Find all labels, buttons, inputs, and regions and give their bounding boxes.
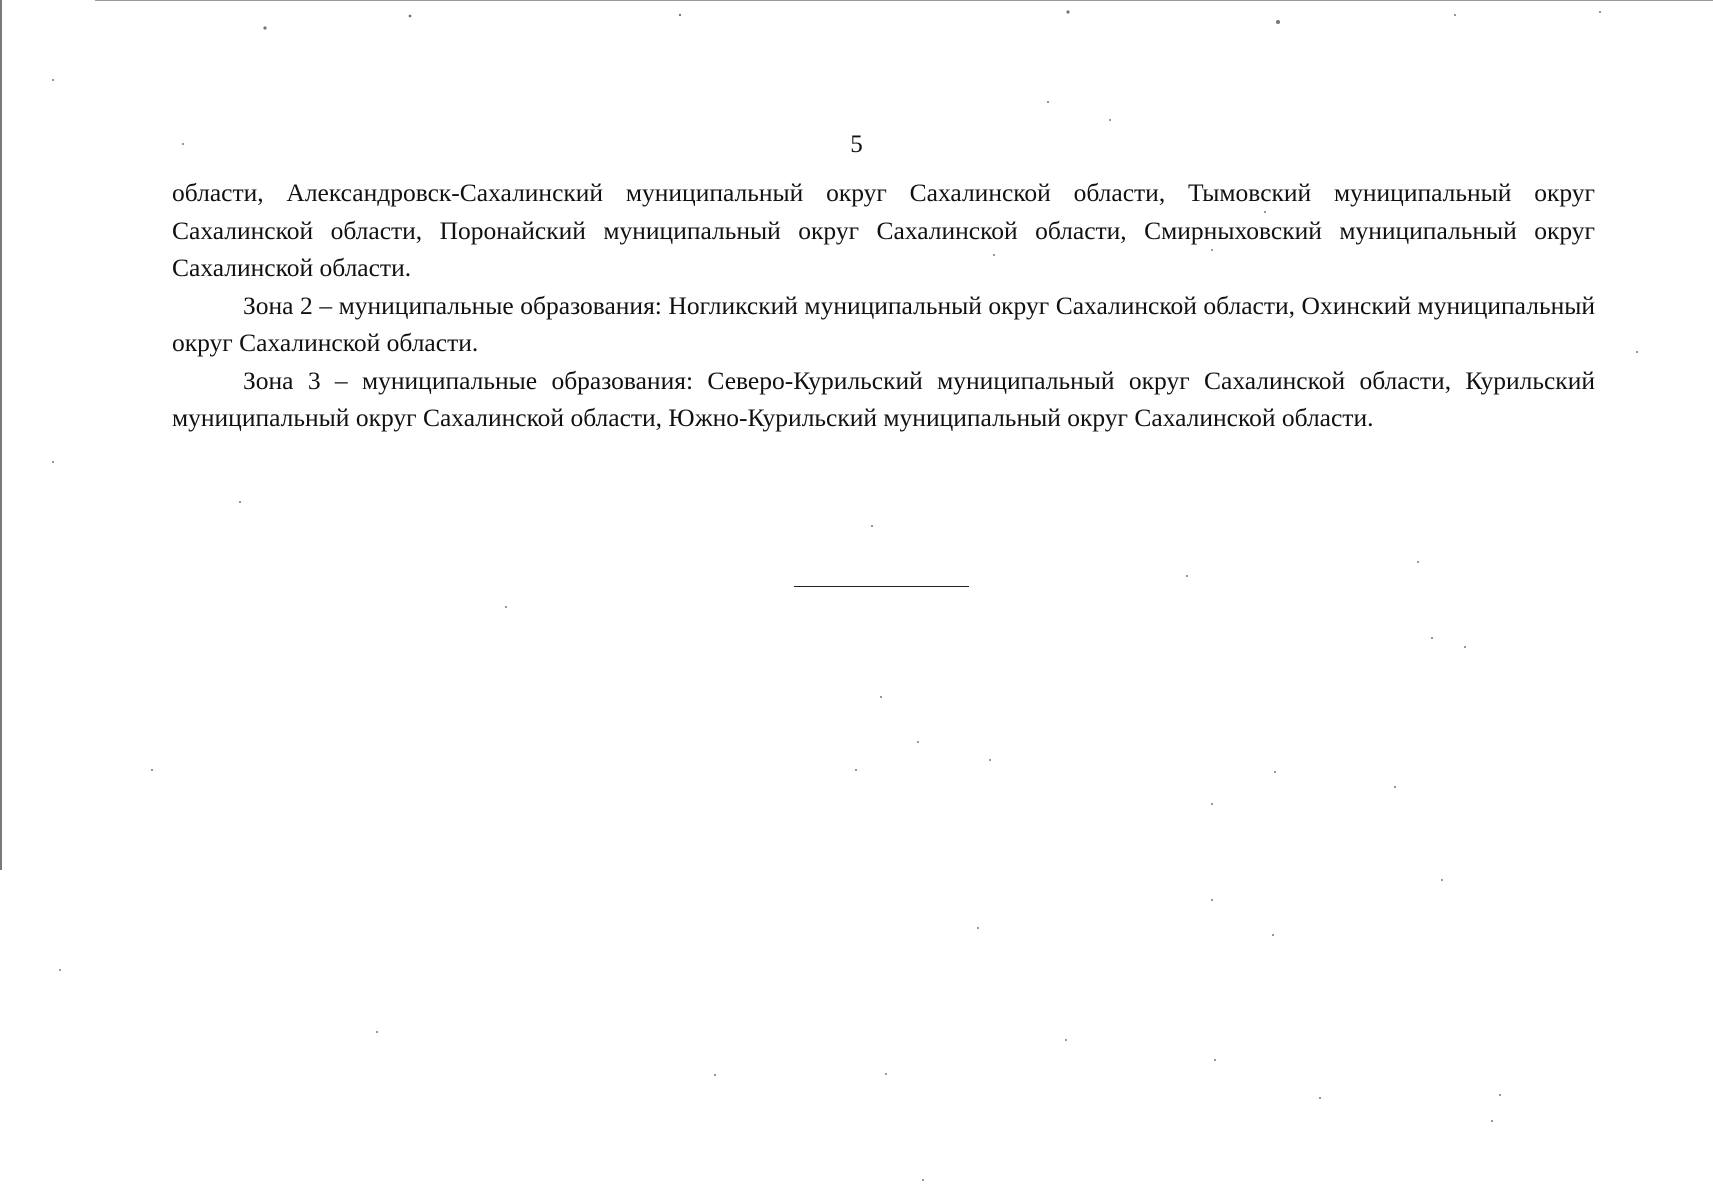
- paragraph-zone-1-continuation: области, Александровск-Сахалинский муниципальный округ Сахалинской области, Тымовский муниципальный округ Сахалинской области, Поронайский муниципальный округ Сахалинской области, Смирныховский муниципальный округ Сахалинской области.: [172, 178, 1595, 282]
- paragraph-zone-2: Зона 2 – муниципальные образования: Ногликский муниципальный округ Сахалинской области, Охинский муниципальный округ Сахалинской области.: [172, 290, 1595, 357]
- document-body: [172, 174, 1595, 437]
- paragraph-zone-3: Зона 3 – муниципальные образования: Северо-Курильский муниципальный округ Сахалинской области, Курильский муниципальный округ Сахалинской области, Южно-Курильский муниципальный округ Сахалинской области.: [172, 365, 1595, 432]
- end-of-document-rule: [794, 586, 969, 587]
- page-number: 5: [850, 131, 863, 158]
